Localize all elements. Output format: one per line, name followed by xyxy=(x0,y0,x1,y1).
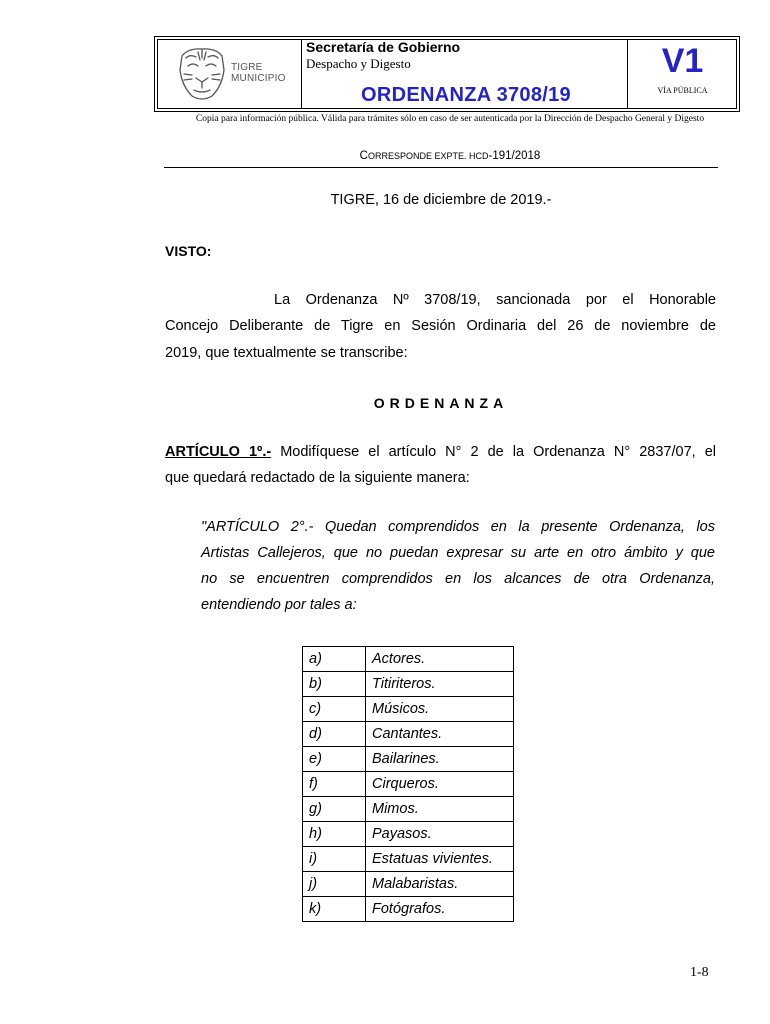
visto-text-line: La Ordenanza Nº 3708/19, sancionada por el Honorable xyxy=(274,292,716,308)
article-1-line: que quedará redactado de la siguiente manera: xyxy=(165,470,470,486)
table-row: e) Bailarines. xyxy=(303,747,514,772)
category-label: VÍA PÚBLICA xyxy=(657,86,708,95)
quoted-article-line: entendiendo por tales a: xyxy=(201,597,357,613)
divider-line xyxy=(164,167,718,168)
article-1-line: ARTÍCULO 1º.- Modifíquese el artículo N° 2 de la Ordenanza N° 2837/07, el xyxy=(165,444,716,460)
public-copy-notice: Copia para información pública. Válida para trámites sólo en caso de ser autenticada por la Dirección de Despacho General y Digesto xyxy=(195,114,705,124)
header-divider xyxy=(301,39,302,109)
article-1-label: ARTÍCULO 1º.- xyxy=(165,444,272,460)
page-number: 1-8 xyxy=(690,965,709,980)
table-row: a) Actores. xyxy=(303,647,514,672)
table-row: c) Músicos. xyxy=(303,697,514,722)
visto-text-line: Concejo Deliberante de Tigre en Sesión Ordinaria del 26 de noviembre de xyxy=(165,318,716,334)
logo-text: TIGRE MUNICIPIO xyxy=(231,62,286,84)
ordinance-title: ORDENANZA 3708/19 xyxy=(361,84,571,106)
version-badge: V1 xyxy=(661,42,704,80)
table-row: g) Mimos. xyxy=(303,797,514,822)
quoted-article-line: Artistas Callejeros, que no puedan expresar su arte en otro ámbito y que xyxy=(201,545,715,561)
table-row: k) Fotógrafos. xyxy=(303,897,514,922)
table-row: d) Cantantes. xyxy=(303,722,514,747)
org-title: Secretaría de Gobierno xyxy=(306,39,461,55)
table-row: f) Cirqueros. xyxy=(303,772,514,797)
org-subtitle: Despacho y Digesto xyxy=(306,56,411,71)
quoted-article-line: "ARTÍCULO 2°.- Quedan comprendidos en la presente Ordenanza, los xyxy=(201,519,715,535)
expediente-reference: CORRESPONDE EXPTE. HCD-191/2018 xyxy=(359,150,541,162)
table-row: j) Malabaristas. xyxy=(303,872,514,897)
artists-table xyxy=(302,646,514,922)
ordenanza-heading: ORDENANZA xyxy=(373,395,509,411)
quoted-article-line: no se encuentren comprendidos en los alcances de otra Ordenanza, xyxy=(201,571,715,587)
table-row: i) Estatuas vivientes. xyxy=(303,847,514,872)
date-line: TIGRE, 16 de diciembre de 2019.- xyxy=(330,192,552,208)
visto-text-line: 2019, que textualmente se transcribe: xyxy=(165,345,408,361)
table-row: b) Titiriteros. xyxy=(303,672,514,697)
visto-heading: VISTO: xyxy=(165,243,212,259)
table-row: h) Payasos. xyxy=(303,822,514,847)
